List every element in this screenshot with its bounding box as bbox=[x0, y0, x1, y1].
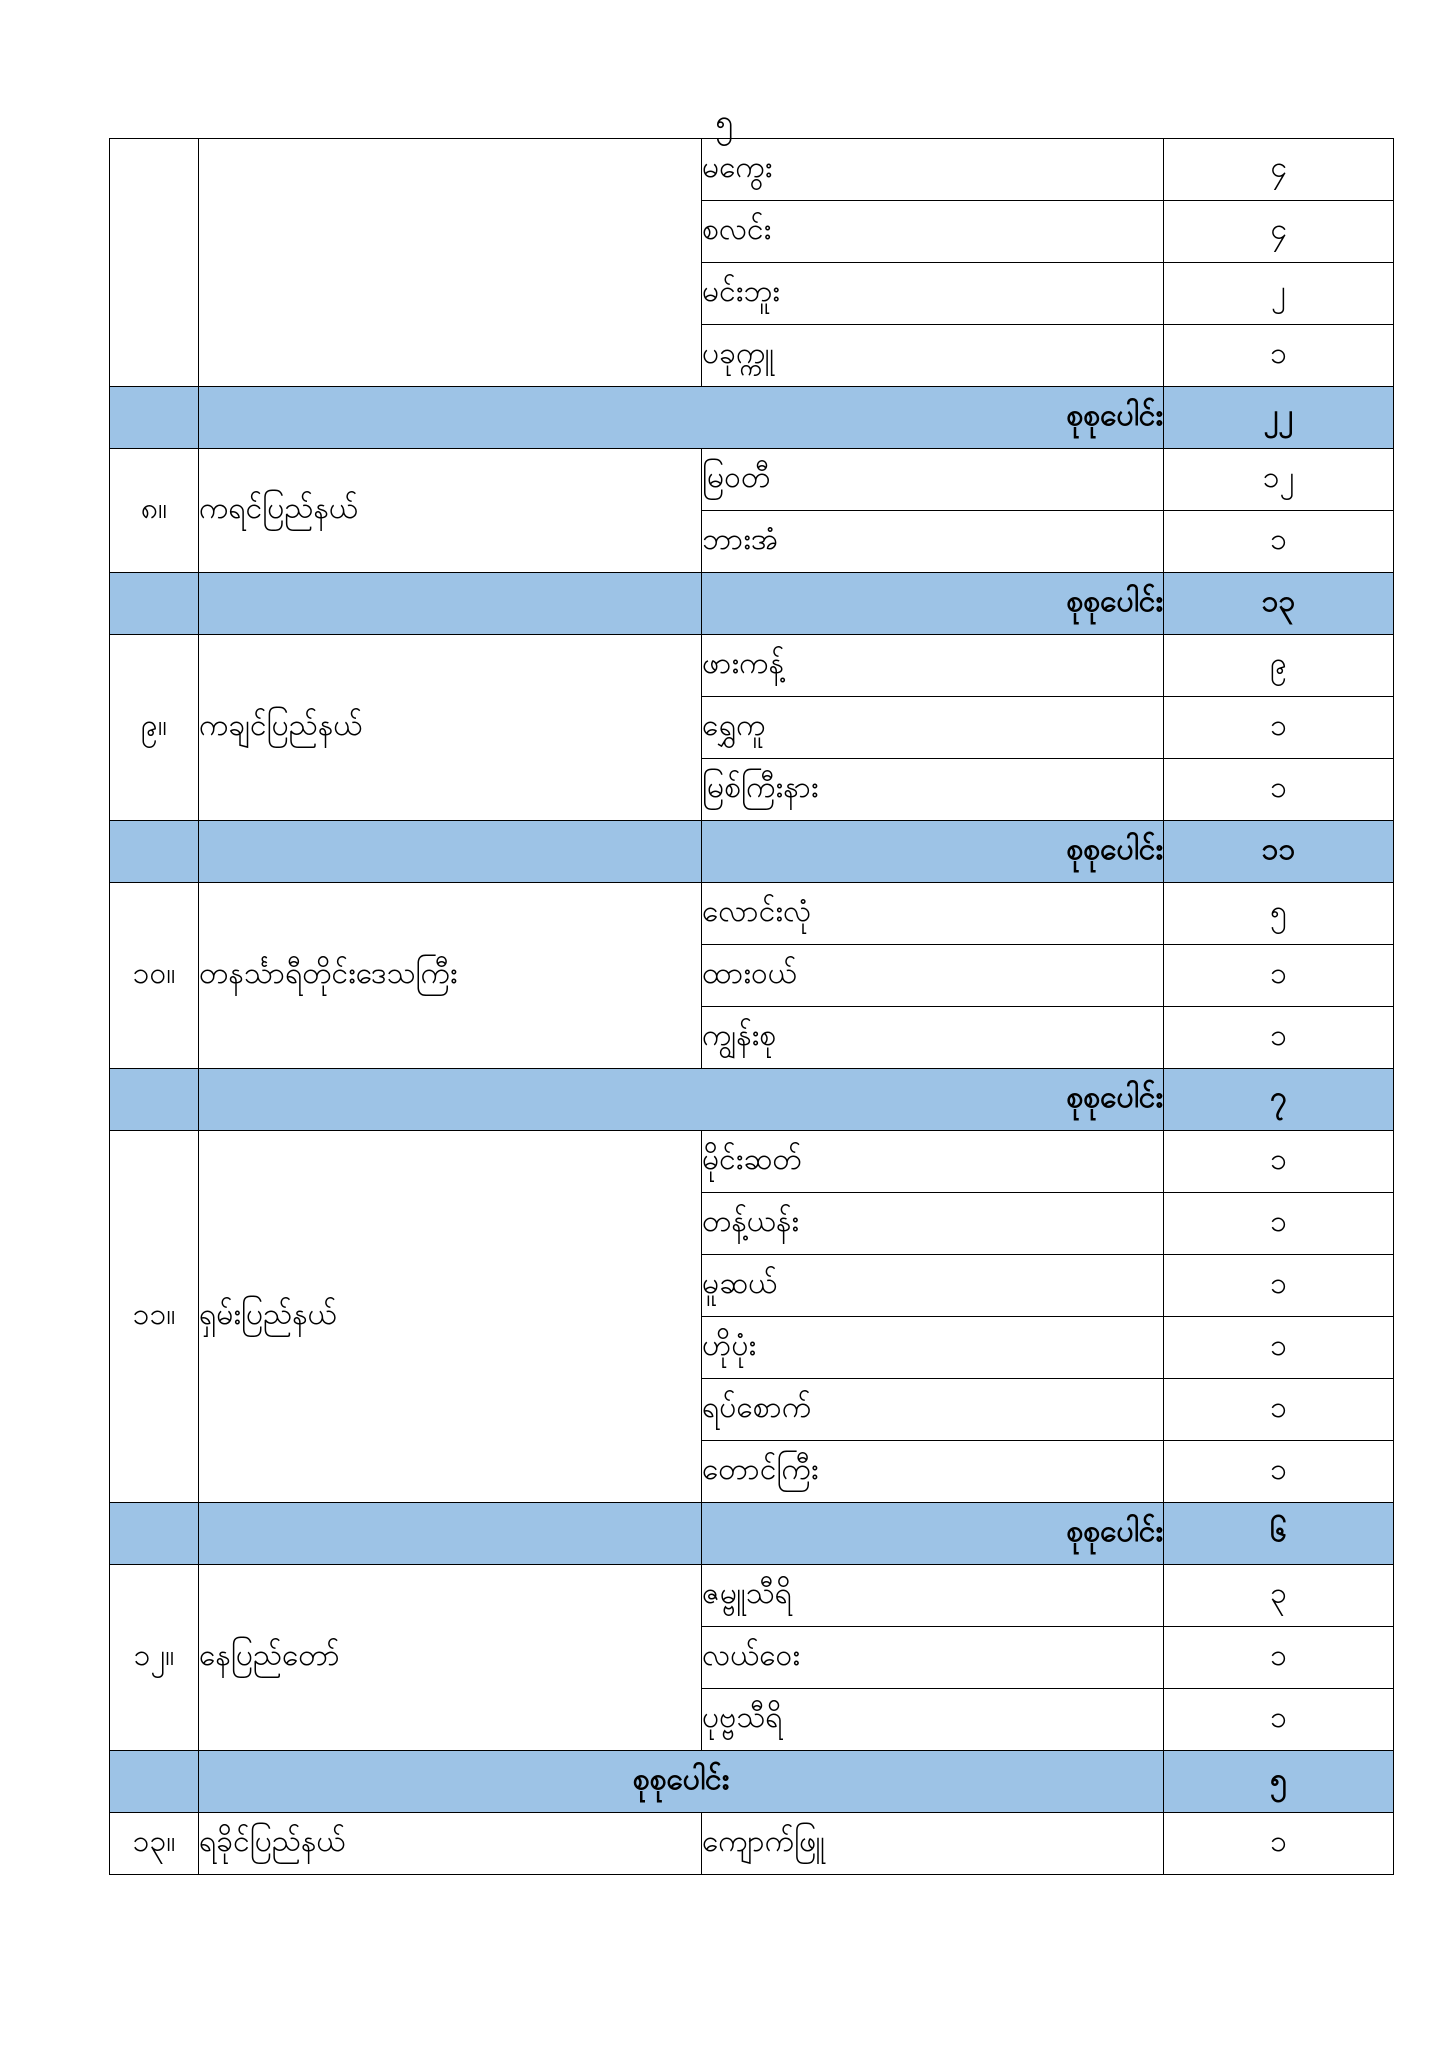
town-name: မူဆယ် bbox=[702, 1255, 1164, 1317]
empty-cell bbox=[110, 821, 199, 883]
table-row bbox=[110, 139, 1394, 201]
empty-cell bbox=[110, 387, 199, 449]
count-value: ၉ bbox=[1164, 635, 1394, 697]
count-value: ၁ bbox=[1164, 1441, 1394, 1503]
town-name: စလင်း bbox=[702, 201, 1164, 263]
total-label: စုစုပေါင်း bbox=[702, 821, 1164, 883]
region-name: ရခိုင်ပြည်နယ် bbox=[199, 1813, 702, 1875]
total-row bbox=[110, 387, 1394, 449]
row-number: ၉။ bbox=[110, 635, 199, 821]
region-name: ကချင်ပြည်နယ် bbox=[199, 635, 702, 821]
empty-cell bbox=[199, 1503, 702, 1565]
town-name: မြဝတီ bbox=[702, 449, 1164, 511]
count-value: ၁ bbox=[1164, 945, 1394, 1007]
region-name bbox=[199, 139, 702, 387]
total-value: ၅ bbox=[1164, 1751, 1394, 1813]
region-name: ကရင်ပြည်နယ် bbox=[199, 449, 702, 573]
town-name: လောင်းလုံ bbox=[702, 883, 1164, 945]
town-name: မိုင်းဆတ် bbox=[702, 1131, 1164, 1193]
total-label: စုစုပေါင်း bbox=[199, 1069, 1164, 1131]
region-name: ရှမ်းပြည်နယ် bbox=[199, 1131, 702, 1503]
data-table bbox=[109, 138, 1394, 1875]
town-name: ဟိုပုံး bbox=[702, 1317, 1164, 1379]
total-value: ၂၂ bbox=[1164, 387, 1394, 449]
town-name: ရွှေကူ bbox=[702, 697, 1164, 759]
town-name: မြစ်ကြီးနား bbox=[702, 759, 1164, 821]
town-name: ထားဝယ် bbox=[702, 945, 1164, 1007]
table-row bbox=[110, 1565, 1394, 1627]
table-row bbox=[110, 1131, 1394, 1193]
count-value: ၁၂ bbox=[1164, 449, 1394, 511]
empty-cell bbox=[110, 573, 199, 635]
row-number: ၁၀။ bbox=[110, 883, 199, 1069]
count-value: ၁ bbox=[1164, 1627, 1394, 1689]
town-name: ရပ်စောက် bbox=[702, 1379, 1164, 1441]
count-value: ၁ bbox=[1164, 697, 1394, 759]
table-row bbox=[110, 635, 1394, 697]
row-number bbox=[110, 139, 199, 387]
total-label: စုစုပေါင်း bbox=[199, 387, 1164, 449]
count-value: ၁ bbox=[1164, 511, 1394, 573]
town-name: ဘားအံ bbox=[702, 511, 1164, 573]
total-label: စုစုပေါင်း bbox=[702, 573, 1164, 635]
page-number: ၅ bbox=[715, 102, 734, 140]
count-value: ၁ bbox=[1164, 1255, 1394, 1317]
count-value: ၁ bbox=[1164, 325, 1394, 387]
town-name: ဖားကန့် bbox=[702, 635, 1164, 697]
table-row bbox=[110, 449, 1394, 511]
empty-cell bbox=[110, 1503, 199, 1565]
total-row bbox=[110, 1503, 1394, 1565]
count-value: ၁ bbox=[1164, 1689, 1394, 1751]
row-number: ၁၁။ bbox=[110, 1131, 199, 1503]
total-row bbox=[110, 1751, 1394, 1813]
town-name: ပခုက္ကူ bbox=[702, 325, 1164, 387]
row-number: ၈။ bbox=[110, 449, 199, 573]
town-name: ကျွန်းစု bbox=[702, 1007, 1164, 1069]
count-value: ၁ bbox=[1164, 1193, 1394, 1255]
town-name: တန့်ယန်း bbox=[702, 1193, 1164, 1255]
table-row bbox=[110, 883, 1394, 945]
count-value: ၂ bbox=[1164, 263, 1394, 325]
table-row bbox=[110, 1813, 1394, 1875]
region-name: တနင်္သာရီတိုင်းဒေသကြီး bbox=[199, 883, 702, 1069]
total-value: ၇ bbox=[1164, 1069, 1394, 1131]
town-name: ပုဗ္ဗသီရိ bbox=[702, 1689, 1164, 1751]
total-label: စုစုပေါင်း bbox=[199, 1751, 1164, 1813]
region-name: နေပြည်တော် bbox=[199, 1565, 702, 1751]
town-name: မင်းဘူး bbox=[702, 263, 1164, 325]
empty-cell bbox=[199, 821, 702, 883]
total-value: ၆ bbox=[1164, 1503, 1394, 1565]
total-row bbox=[110, 573, 1394, 635]
total-row bbox=[110, 821, 1394, 883]
count-value: ၄ bbox=[1164, 139, 1394, 201]
count-value: ၄ bbox=[1164, 201, 1394, 263]
town-name: ဇမ္ဗူသီရိ bbox=[702, 1565, 1164, 1627]
total-row bbox=[110, 1069, 1394, 1131]
town-name: တောင်ကြီး bbox=[702, 1441, 1164, 1503]
empty-cell bbox=[110, 1069, 199, 1131]
town-name: လယ်ဝေး bbox=[702, 1627, 1164, 1689]
count-value: ၁ bbox=[1164, 1317, 1394, 1379]
count-value: ၁ bbox=[1164, 759, 1394, 821]
count-value: ၅ bbox=[1164, 883, 1394, 945]
count-value: ၁ bbox=[1164, 1131, 1394, 1193]
town-name: မကွေး bbox=[702, 139, 1164, 201]
empty-cell bbox=[110, 1751, 199, 1813]
count-value: ၁ bbox=[1164, 1813, 1394, 1875]
total-value: ၁၁ bbox=[1164, 821, 1394, 883]
town-name: ကျောက်ဖြူ bbox=[702, 1813, 1164, 1875]
row-number: ၁၂။ bbox=[110, 1565, 199, 1751]
total-label: စုစုပေါင်း bbox=[702, 1503, 1164, 1565]
empty-cell bbox=[199, 573, 702, 635]
count-value: ၁ bbox=[1164, 1379, 1394, 1441]
total-value: ၁၃ bbox=[1164, 573, 1394, 635]
count-value: ၃ bbox=[1164, 1565, 1394, 1627]
row-number: ၁၃။ bbox=[110, 1813, 199, 1875]
count-value: ၁ bbox=[1164, 1007, 1394, 1069]
